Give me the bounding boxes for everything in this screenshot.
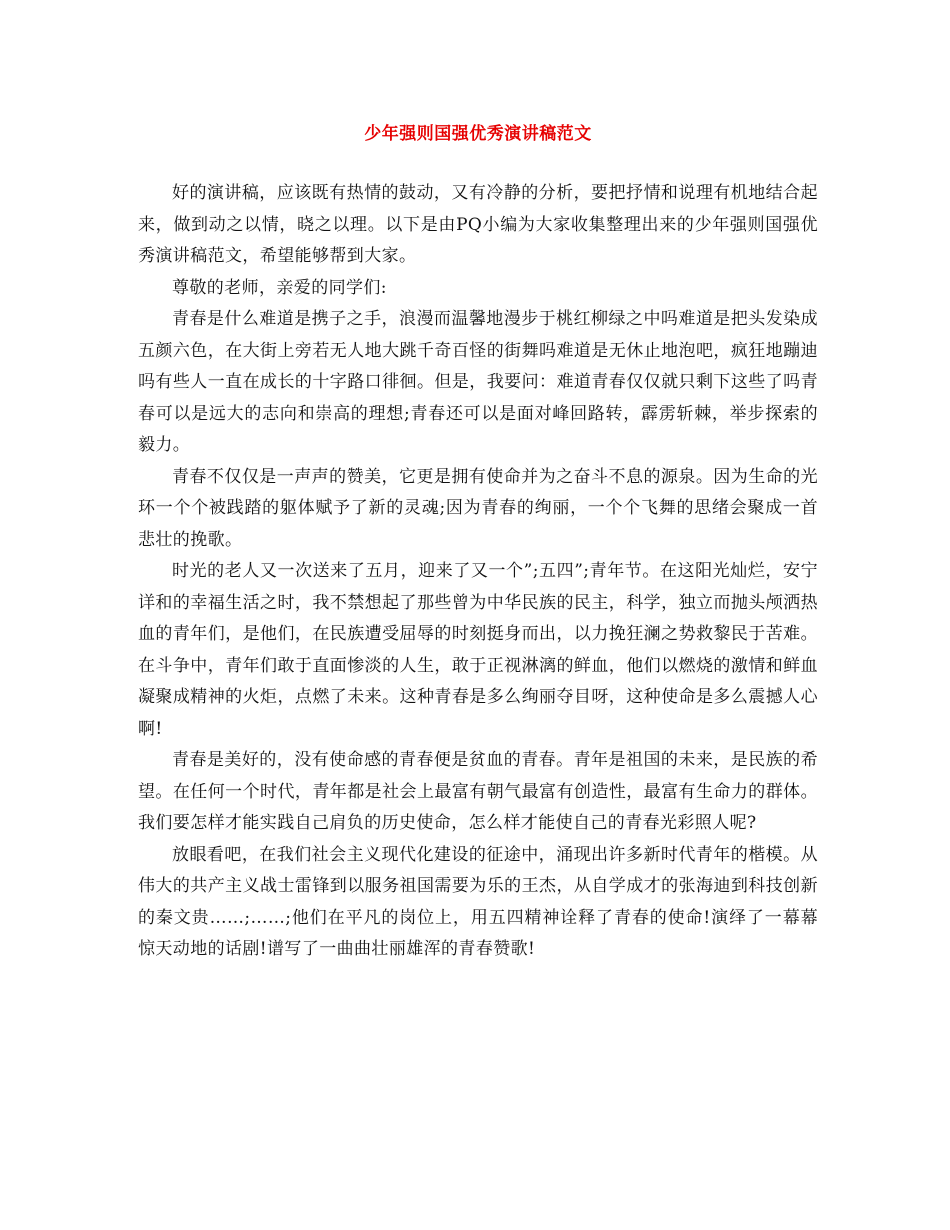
paragraph-body-3: 时光的老人又一次送来了五月，迎来了又一个”;五四”;青年节。在这阳光灿烂，安宁详和的幸福生活之时，我不禁想起了那些曾为中华民族的民主，科学，独立而抛头颅洒热血的青年们，是他们，在民族遭受屈辱的时刻挺身而出，以力挽狂澜之势救黎民于苦难。在斗争中，青年们敢于直面惨淡的人生，敢于正视淋漓的鲜血，他们以燃烧的激情和鲜血凝聚成精神的火炬，点燃了未来。这种青春是多么绚丽夺目呀，这种使命是多么震撼人心啊! xyxy=(138,561,818,739)
paragraph-body-1: 青春是什么难道是携子之手，浪漫而温馨地漫步于桃红柳绿之中吗难道是把头发染成五颜六色，在大街上旁若无人地大跳千奇百怪的街舞吗难道是无休止地泡吧，疯狂地蹦迪吗有些人一直在成长的十字路口徘徊。但是，我要问：难道青春仅仅就只剩下这些了吗青春可以是远大的志向和崇高的理想;青春还可以是面对峰回路转，霹雳斩棘，举步探索的毅力。 xyxy=(138,309,818,455)
paragraph-body-2: 青春不仅仅是一声声的赞美，它更是拥有使命并为之奋斗不息的源泉。因为生命的光环一个个被践踏的躯体赋予了新的灵魂;因为青春的绚丽，一个个飞舞的思绪会聚成一首悲壮的挽歌。 xyxy=(138,466,818,550)
paragraph-body-5: 放眼看吧，在我们社会主义现代化建设的征途中，涌现出许多新时代青年的楷模。从伟大的共产主义战士雷锋到以服务祖国需要为乐的王杰，从自学成才的张海迪到科技创新的秦文贵……;……;他们在平凡的岗位上，用五四精神诠释了青春的使命!演绎了一幕幕惊天动地的话剧!谱写了一曲曲壮丽雄浑的青春赞歌! xyxy=(138,844,818,959)
document-title: 少年强则国强优秀演讲稿范文 xyxy=(364,124,592,144)
paragraph-salutation: 尊敬的老师，亲爱的同学们: xyxy=(172,277,387,298)
paragraph-body-4: 青春是美好的，没有使命感的青春便是贫血的青春。青年是祖国的未来，是民族的希望。在任何一个时代，青年都是社会上最富有朝气最富有创造性，最富有生命力的群体。我们要怎样才能实践自己肩负的历史使命，怎么样才能使自己的青春光彩照人呢? xyxy=(138,750,818,833)
paragraph-intro: 好的演讲稿，应该既有热情的鼓动，又有冷静的分析，要把抒情和说理有机地结合起来，做到动之以情，晓之以理。以下是由PQ小编为大家收集整理出来的少年强则国强优秀演讲稿范文，希望能够帮到大家。 xyxy=(138,183,818,266)
